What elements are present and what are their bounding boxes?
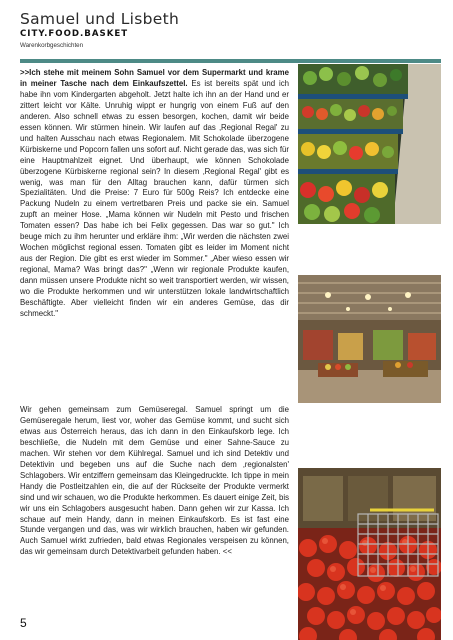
article-body-1: Es ist bereits spät und ich habe ihn vom Kindergarten abgeholt. Jetzt halte ich ihn an der Hand und er zittert leicht vor Kälte. Unruhig wippt er hungrig von einem Fuß auf den anderen. Also schnell etwas zu essen besorgen, kochen, damit wir beide essen können. Wir stürmen hinein. Wir laufen auf das ‚Regional Regal' zu und halten Ausschau nach etwas Regionalem. Mit Schokolade überzogene Kürbiskerne und Popcorn fallen uns sofort auf. Nicht gerade das, was sich für eine Hauptmahlzeit eignet. Und überhaupt, wie können Schokolade überzogene Kürbiskerne regional sein? In diesem ‚Regional Regal' gibt es wenig, was man für den Alltag brauchen kann, dafür türmen sich Spezialitäten. Und die Preise: 7 Euro für 500g Reis? Ich entdecke eine Packung Nudeln zu einem vertretbaren Preis und packe sie ein. Samuel zupft an meiner Hose. „Mama können wir Nudeln mit Pesto und frischen Tomaten essen? Das habe ich bei Felix gegessen. Das war so gut." Ich beuge mich zu ihm herunter und erkläre ihm: „Wir werden die nächsten zwei Wochen möglichst regional essen. Tomaten gibt es leider im Moment nicht aus der Region. Die gibt es erst wieder im Sommer." „Aber wieso essen wir regional, Mama? Was bringt das?" „Wenn wir regionale Produkte kaufen, dann müssen unsere Produkte nicht so weit transportiert werden, wir wissen, wo die Produkte herkommen und wir unterstützen lokale landwirtschaftlich Beschäftigte. Aber vielleicht finden wir ein anderes Gemüse, das dir schmeckt." <box>20 78 289 318</box>
section-category: Warenkorbgeschichten <box>20 42 84 49</box>
tomatoes-cart-photo <box>298 468 441 640</box>
brand-subtitle: CITY.FOOD.BASKET <box>20 29 129 39</box>
page-header <box>20 10 440 49</box>
article-paragraph-1 <box>20 68 289 320</box>
vegetable-shelf-photo <box>298 64 441 224</box>
supermarket-interior-photo <box>298 275 441 403</box>
page-title: Samuel und Lisbeth <box>20 10 180 28</box>
page-number: 5 <box>20 616 27 630</box>
article-body-2: Wir gehen gemeinsam zum Gemüseregal. Samuel springt um die Gemüseregale herum, liest vor, woher das Gemüse kommt, und sucht sich etwas aus Österreich heraus, das ich dann in den Einkaufskorb lege. Ich beschließe, die Nudeln mit dem Gemüse und einer Sahne-Sauce zu machen. Wir stehen vor dem Kühlregal. Samuel und ich sind Detektiv und Detektivin und begeben uns auf die Suche nach dem ‚regionalsten' Schlagobers. Wir entziffern gemeinsam das Kleingedruckte. Ich tippe in mein Handy die Postleitzahlen ein, die auf der Rückseite der Produkte vermerkt sind und wir schauen, wo die Produkte herkommen. Es dauert einige Zeit, bis wir uns ein Schlagobers ausgesucht haben. Dann gehen wir zur Kassa. Ich schaue auf mein Handy, dann in meinen Einkaufskorb. Es ist fast eine Stunde vergangen und das, was wir wirklich brauchen, haben wir gefunden. Auch Samuel wirkt zufrieden, bald etwas Regionales verspeisen zu können, das wir gemeinsam durch Detektivarbeit gefunden haben. << <box>20 405 289 557</box>
article-paragraph-2 <box>20 405 289 558</box>
article-lead: >>Ich stehe mit meinem Sohn Samuel vor dem Supermarkt und krame in meiner Tasche nach dem Einkaufszettel. <box>20 68 289 88</box>
accent-divider <box>20 59 441 63</box>
